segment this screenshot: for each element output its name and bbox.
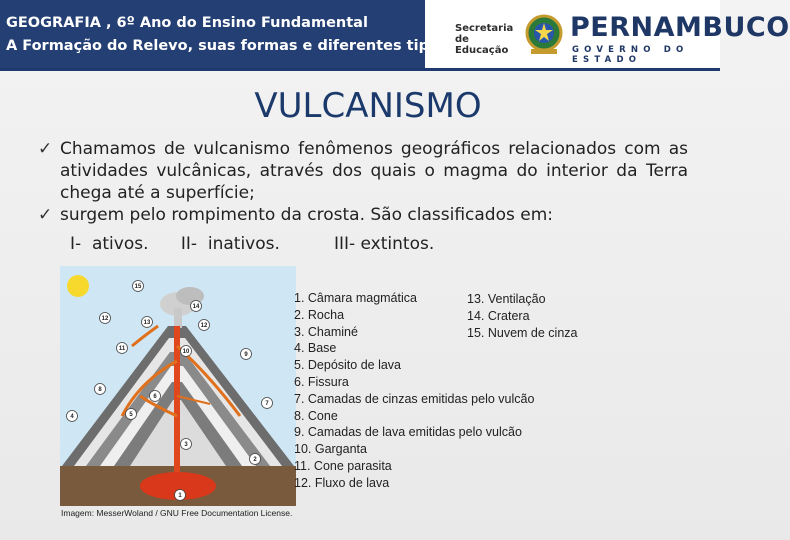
lesson-subtitle: A Formação do Relevo, suas formas e diferentes tipos bbox=[6, 38, 448, 54]
volcano-classes: I- ativos. II- inativos. III- extintos. bbox=[70, 234, 435, 254]
diagram-label: 6 bbox=[153, 394, 157, 400]
diagram-label: 4 bbox=[70, 414, 74, 420]
legend-item: 3. Chaminé bbox=[294, 324, 358, 339]
checkmark-icon: ✓ bbox=[38, 205, 53, 225]
state-government-label: GOVERNO DO ESTADO bbox=[572, 45, 689, 65]
legend-item: 9. Camadas de lava emitidas pelo vulcão bbox=[294, 425, 522, 440]
diagram-label: 14 bbox=[192, 304, 200, 310]
diagram-label: 12 bbox=[101, 316, 109, 322]
legend-item: 13. Ventilação bbox=[467, 292, 546, 306]
legend-item: 11. Cone parasita bbox=[294, 458, 392, 473]
diagram-label: 2 bbox=[253, 457, 257, 463]
bullet-text: Chamamos de vulcanismo fenômenos geográficos relacionados com as atividades vulcânicas, através dos quais o magma do interior da Terra chega até a superfície; bbox=[60, 139, 688, 203]
checkmark-icon: ✓ bbox=[38, 139, 53, 159]
legend-item: 7. Camadas de cinzas emitidas pelo vulcão bbox=[294, 391, 535, 406]
legend-item: 12. Fluxo de lava bbox=[294, 475, 390, 490]
diagram-label: 13 bbox=[143, 320, 151, 326]
legend-item: 4. Base bbox=[294, 341, 337, 356]
legend-item: 1. Câmara magmática bbox=[294, 291, 417, 305]
secretaria-label bbox=[455, 23, 517, 56]
diagram-label: 5 bbox=[129, 412, 133, 418]
state-name: PERNAMBUCO bbox=[570, 12, 790, 43]
image-credit: Imagem: MesserWoland / GNU Free Documentation License. bbox=[61, 508, 293, 518]
diagram-legend-right bbox=[467, 291, 577, 341]
secretaria-line2: Educação bbox=[455, 45, 509, 56]
slide-title: VULCANISMO bbox=[254, 86, 482, 126]
legend-item: 14. Cratera bbox=[467, 308, 530, 323]
diagram-label: 8 bbox=[98, 387, 102, 393]
legend-item: 15. Nuvem de cinza bbox=[467, 325, 578, 340]
legend-item: 8. Cone bbox=[294, 408, 338, 423]
volcano-diagram bbox=[60, 266, 296, 506]
diagram-label: 10 bbox=[182, 349, 190, 355]
legend-item: 10. Garganta bbox=[294, 442, 367, 457]
bullet-text: surgem pelo rompimento da crosta. São classificados em: bbox=[60, 205, 553, 225]
diagram-label: 9 bbox=[244, 352, 248, 358]
legend-item: 5. Depósito de lava bbox=[294, 358, 402, 373]
state-crest-logo bbox=[523, 11, 565, 57]
header-title-bar bbox=[0, 0, 448, 68]
diagram-label: 7 bbox=[265, 401, 269, 407]
course-title: GEOGRAFIA , 6º Ano do Ensino Fundamental bbox=[6, 15, 368, 31]
secretaria-line1: Secretaria de bbox=[455, 23, 514, 45]
legend-item: 2. Rocha bbox=[294, 307, 345, 322]
legend-item: 6. Fissura bbox=[294, 374, 349, 389]
header-banner bbox=[0, 0, 790, 71]
bullet-item bbox=[38, 204, 688, 226]
bullet-list bbox=[38, 138, 688, 226]
diagram-label: 15 bbox=[134, 284, 142, 290]
diagram-label: 12 bbox=[200, 323, 208, 329]
bullet-item bbox=[38, 138, 688, 204]
diagram-label: 1 bbox=[178, 493, 182, 499]
diagram-label: 11 bbox=[118, 346, 126, 352]
sun-icon bbox=[67, 275, 89, 297]
diagram-label: 3 bbox=[184, 442, 188, 448]
